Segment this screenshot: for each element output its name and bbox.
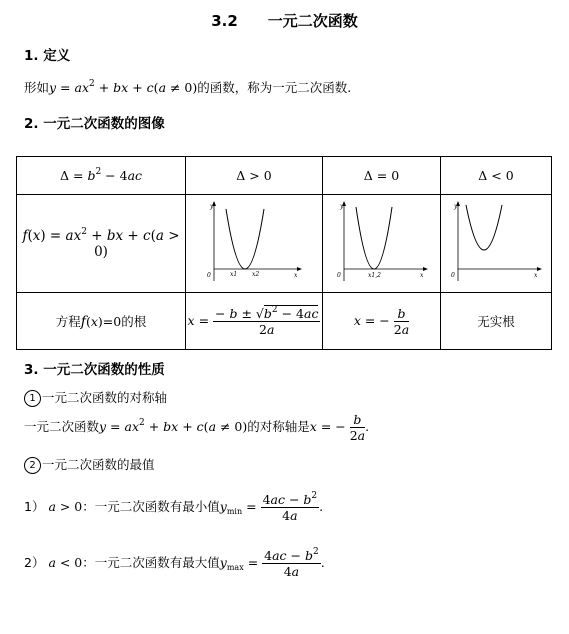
svg-text:0: 0 (336, 272, 341, 279)
axis-of-symmetry-line: 一元二次函数$y = ax^2$ + bx + c(a ≠ 0)的对称轴是x = − $\frac{b}{2a}$ . (24, 412, 370, 443)
definition-formula: y (49, 80, 57, 95)
header-discriminant: $\Delta = b^2 - 4ac$ (17, 157, 186, 195)
row-function-label: $f(x) = ax^2$ + bx + c(a > 0) (17, 195, 186, 293)
svg-text:x1: x1 (230, 271, 238, 278)
maximum-value-line: 2） a < 0：一元二次函数有最大值$y_{max}$ = $\frac{4ac - b^2}{4a}$ . (24, 547, 325, 579)
svg-text:y: y (339, 203, 343, 210)
definition-line: 形如$y = ax^2$ + bx + c(a ≠ 0)的函数，称为一元二次函数. (24, 79, 352, 95)
title-text: 一元二次函数 (267, 12, 358, 30)
section-2-heading: 2. 一元二次函数的图像 (24, 116, 165, 132)
minimum-fraction: $\frac{4ac - b^2}{4a}$ (262, 491, 318, 523)
definition-prefix: 形如 (24, 80, 50, 95)
graph-one-root (323, 195, 441, 293)
svg-text:0: 0 (207, 272, 211, 279)
roots-formula: x = $\frac{- b \pm √b^2 - 4ac}{2a}$ (186, 293, 323, 350)
table-graph-row (17, 195, 552, 293)
circled-number-2: 2 (24, 457, 41, 474)
parabola-two-roots-graph (204, 199, 304, 285)
svg-text:0: 0 (451, 272, 455, 279)
graph-table (16, 156, 552, 350)
svg-text:x2: x2 (252, 271, 260, 278)
circled-number-1: 1 (24, 390, 41, 407)
table-roots-row (17, 293, 552, 350)
header-delta-negative: Δ < 0 (441, 157, 552, 195)
row-equation-label: 方程f(x)=0的根 (17, 293, 186, 350)
page-title (0, 10, 569, 31)
svg-text:x1,2: x1,2 (367, 272, 381, 279)
item-1-title: 1 一元二次函数的对称轴 (24, 388, 167, 407)
maximum-fraction: $\frac{4ac - b^2}{4a}$ (264, 547, 319, 579)
header-delta-zero: Δ = 0 (323, 157, 441, 195)
double-root-formula: x = − $\frac{b}{2a}$ (323, 293, 441, 350)
axis-fraction: $\frac{b}{2a}$ (349, 412, 366, 443)
section-3-heading: 3. 一元二次函数的性质 (24, 362, 165, 378)
parabola-no-root-graph (448, 199, 544, 285)
header-delta-positive: Δ > 0 (186, 157, 323, 195)
svg-text:y: y (454, 203, 458, 210)
title-number: 3.2 (211, 12, 238, 30)
svg-text:x: x (294, 272, 298, 279)
table-header-row (17, 157, 552, 195)
graph-no-root (441, 195, 552, 293)
parabola-one-root-graph (334, 199, 430, 285)
item-2-title: 2 一元二次函数的最值 (24, 455, 155, 474)
svg-text:x: x (534, 272, 538, 279)
svg-text:x: x (419, 272, 423, 279)
minimum-value-line: 1） a > 0：一元二次函数有最小值$y_{min}$ = $\frac{4ac - b^2}{4a}$ . (24, 491, 324, 523)
definition-suffix: 的函数，称为一元二次函数. (197, 80, 352, 95)
section-1-heading: 1. 定义 (24, 48, 71, 64)
graph-two-roots (186, 195, 323, 293)
svg-text:y: y (210, 203, 214, 210)
no-real-roots: 无实根 (441, 293, 552, 350)
